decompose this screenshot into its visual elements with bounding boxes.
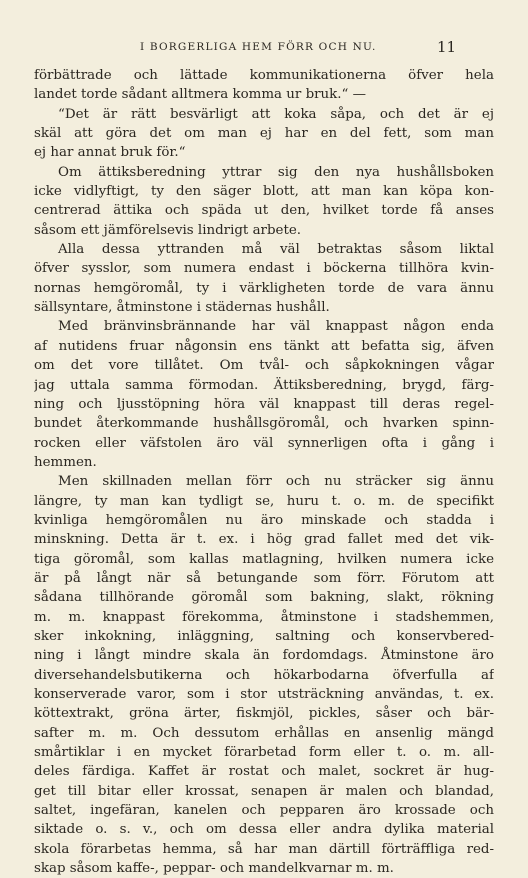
text-line: är på långt när så betungande som förr. Förutom att (34, 570, 494, 586)
text-line: m. m. knappast förekomma, åtminstone i stadshemmen, (34, 609, 494, 625)
text-line: smårtiklar i en mycket förarbetad form eller t. o. m. all- (34, 745, 494, 761)
text-line: centrerad ättika och späda ut den, hvilket torde få anses (34, 203, 494, 219)
text-line: längre, ty man kan tydligt se, huru t. o. m. de specifikt (34, 493, 494, 509)
text-line: öfver sysslor, som numera endast i böckerna tillhöra kvin- (34, 261, 494, 277)
text-line: jag uttala samma förmodan. Ättiksberedning, brygd, färg- (34, 377, 494, 393)
text-line: minskning. Detta är t. ex. i hög grad fallet med det vik- (34, 532, 494, 548)
text-line: get till bitar eller krossat, senapen är malen och blandad, (34, 783, 494, 799)
text-line: safter m. m. Och dessutom erhållas en ansenlig mängd (34, 725, 494, 741)
running-header (0, 38, 528, 58)
text-line: Alla dessa yttranden må väl betraktas såsom liktal (58, 242, 494, 258)
text-line: landet torde sådant alltmera komma ur bruk.“ — (34, 87, 367, 103)
text-line: diversehandelsbutikerna och hökarbodarna öfverfulla af (34, 667, 494, 683)
running-title: I BORGERLIGA HEM FÖRR OCH NU. (140, 41, 377, 53)
text-line: ning i långt mindre skala än fordomdags. Åtminstone äro (34, 648, 494, 664)
text-line: skola förarbetas hemma, så har man därtill förträffliga red- (34, 841, 494, 857)
text-line: ej har annat bruk för.“ (34, 145, 186, 161)
text-line: Med bränvinsbrännande har väl knappast någon enda (58, 319, 494, 335)
text-line: såsom ett jämförelsevis lindrigt arbete. (34, 222, 302, 238)
text-line: icke vidlyftigt, ty den säger blott, att man kan köpa kon- (34, 184, 494, 200)
text-line: Om ättiksberedning yttrar sig den nya hushållsboken (58, 164, 494, 180)
body-text (34, 66, 494, 878)
text-line: Men skillnaden mellan förr och nu sträcker sig ännu (58, 474, 494, 490)
text-line: bundet återkommande hushållsgöromål, och hvarken spinn- (34, 416, 494, 432)
text-line: kvinliga hemgöromålen nu äro minskade och stadda i (34, 512, 494, 528)
text-line: skäl att göra det om man ej har en del fett, som man (34, 126, 494, 142)
text-line: tiga göromål, som kallas matlagning, hvilken numera icke (34, 551, 494, 567)
text-line: rocken eller väfstolen äro väl synnerligen ofta i gång i (34, 435, 494, 451)
text-line: hemmen. (34, 454, 97, 470)
text-line: af nutidens fruar någonsin ens tänkt att befatta sig, äfven (34, 338, 494, 354)
text-line: nornas hemgöromål, ty i värkligheten torde de vara ännu (34, 280, 494, 296)
text-line: konserverade varor, som i stor utsträckning användas, t. ex. (34, 687, 494, 702)
text-line: siktade o. s. v., och om dessa eller andra dylika material (34, 822, 494, 838)
text-line: ning och ljusstöpning höra väl knappast till deras regel- (34, 396, 494, 412)
text-line: sällsyntare, åtminstone i städernas hushåll. (34, 300, 330, 316)
text-line: saltet, ingefäran, kanelen och pepparen äro krossade och (34, 803, 494, 819)
text-line: “Det är rätt besvärligt att koka såpa, och det är ej (58, 106, 494, 122)
text-line: om det vore tillåtet. Om tvål- och såpkokningen vågar (34, 358, 494, 374)
page-number: 11 (437, 38, 457, 56)
text-line: skap såsom kaffe-, peppar- och mandelkvarnar m. m. (34, 861, 394, 877)
text-line: förbättrade och lättade kommunikationerna öfver hela (34, 68, 494, 83)
text-line: sådana tillhörande göromål som bakning, slakt, rökning (34, 590, 494, 606)
text-line: köttextrakt, gröna ärter, fiskmjöl, pickles, såser och bär- (34, 706, 494, 722)
text-line: sker inkokning, inläggning, saltning och konservbered- (34, 628, 494, 644)
text-line: deles färdiga. Kaffet är rostat och malet, sockret är hug- (34, 764, 494, 780)
